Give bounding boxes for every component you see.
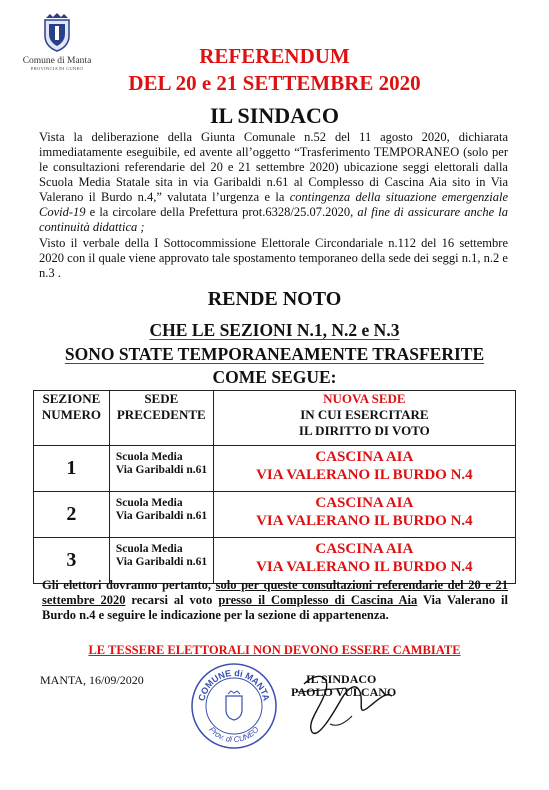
tessere-notice: LE TESSERE ELETTORALI NON DEVONO ESSERE CAMBIATE xyxy=(88,643,461,657)
stamp-top-text: COMUNE di MANTA xyxy=(196,667,272,702)
table-row xyxy=(34,492,516,538)
municipality-name: Comune di Manta xyxy=(22,56,92,66)
paragraph-istruzioni: Gli elettori dovranno pertanto, solo per queste consultazioni referendarie del 20 e 21 settembre 2020 recarsi al voto presso il Complesso di Cascina Aia Via Valerano il Burdo n.4 e seguire le indicazione per la sezione di appartenenza. xyxy=(42,578,508,622)
sections-table xyxy=(33,390,516,584)
headline-sezioni: CHE LE SEZIONI N.1, N.2 e N.3 xyxy=(149,320,400,340)
col-header-sede-precedente: SEDE PRECEDENTE xyxy=(109,391,213,446)
rende-noto-heading: RENDE NOTO xyxy=(207,288,342,310)
previous-location: Scuola Media Via Garibaldi n.61 xyxy=(109,492,213,538)
section-number: 1 xyxy=(34,446,110,492)
paragraph-deliberazione: Vista la deliberazione della Giunta Comunale n.52 del 11 agosto 2020, dichiarata immediatamente eseguibile, ed avente all’oggetto “Trasferimento TEMPORANEO (solo per le consultazioni referendarie del 20 e 21 settembre 2020) ubicazione seggi elettorali dalla Scuola Media Statale sita in via Garibaldi n.61 al Complesso di Cascina Aia sito in Via Valerano il Burdo n.4,” valutata l’urgenza e la contingenza della situazione emergenziale Covid-19 e la circolare della Prefettura prot.6328/25.07.2020, al fine di assicurare anche la continuità didattica ; xyxy=(39,130,509,234)
svg-text:Prov. di CUNEO xyxy=(207,725,260,744)
headline-trasferite: SONO STATE TEMPORANEAMENTE TRASFERITE xyxy=(64,344,485,364)
official-stamp xyxy=(188,660,280,752)
section-number: 3 xyxy=(34,538,110,584)
place-date: MANTA, 16/09/2020 xyxy=(40,673,144,687)
title-il-sindaco: IL SINDACO xyxy=(210,103,339,128)
table-row xyxy=(34,538,516,584)
col-header-nuova-sede: NUOVA SEDE IN CUI ESERCITARE IL DIRITTO DI VOTO xyxy=(213,391,515,446)
col-header-sezione: SEZIONE NUMERO xyxy=(34,391,110,446)
mayor-label: IL SINDACO xyxy=(306,672,377,686)
new-location: CASCINA AIA VIA VALERANO IL BURDO N.4 xyxy=(213,492,515,538)
table-header-row xyxy=(34,391,516,446)
headline-come-segue: COME SEGUE: xyxy=(212,367,337,387)
title-dates: DEL 20 e 21 SETTEMBRE 2020 xyxy=(128,71,421,95)
handwritten-signature xyxy=(286,662,406,742)
new-location: CASCINA AIA VIA VALERANO IL BURDO N.4 xyxy=(213,538,515,584)
previous-location: Scuola Media Via Garibaldi n.61 xyxy=(109,446,213,492)
province-name: PROVINCIA DI CUNEO xyxy=(30,66,84,71)
title-referendum: REFERENDUM xyxy=(199,44,350,68)
stamp-bottom-text: Prov. di CUNEO xyxy=(207,725,261,745)
section-number: 2 xyxy=(34,492,110,538)
previous-location: Scuola Media Via Garibaldi n.61 xyxy=(109,538,213,584)
new-location: CASCINA AIA VIA VALERANO IL BURDO N.4 xyxy=(213,446,515,492)
paragraph-verbale: Visto il verbale della I Sottocommissione Elettorale Circondariale n.112 del 16 settembre 2020 con il quale viene approvato tale spostamento temporaneo della sede dei seggi n.1, n.2 e n.3 . xyxy=(39,236,508,280)
mayor-name: PAOLO VULCANO xyxy=(291,685,397,699)
table-row xyxy=(34,446,516,492)
